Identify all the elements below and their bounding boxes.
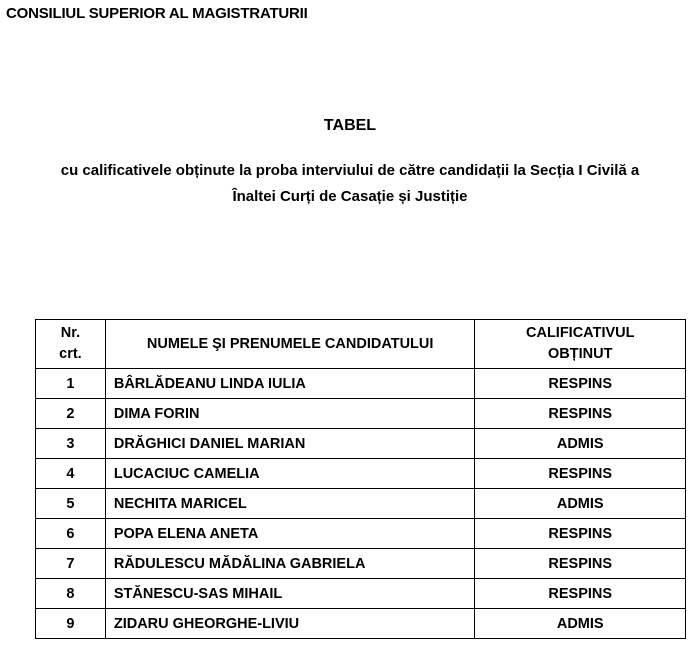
- column-header-nr: [36, 320, 106, 369]
- table-row: [36, 429, 686, 459]
- results-table: [35, 319, 686, 639]
- candidate-name: LUCACIUC CAMELIA: [105, 459, 475, 489]
- candidate-name: POPA ELENA ANETA: [105, 519, 475, 549]
- column-header-nr-line-1: Nr.: [60, 325, 81, 341]
- row-number: 1: [36, 369, 106, 399]
- row-number: 6: [36, 519, 106, 549]
- table-row: [36, 489, 686, 519]
- subtitle-line-2: Înaltei Curți de Casație și Justiție: [232, 188, 468, 205]
- candidate-name: DIMA FORIN: [105, 399, 475, 429]
- document-subtitle: [0, 158, 700, 210]
- candidate-name: DRĂGHICI DANIEL MARIAN: [105, 429, 475, 459]
- candidate-result: RESPINS: [475, 519, 686, 549]
- row-number: 8: [36, 579, 106, 609]
- document-title: TABEL: [323, 117, 377, 134]
- candidate-name: RĂDULESCU MĂDĂLINA GABRIELA: [105, 549, 475, 579]
- table-header-row: [36, 320, 686, 369]
- row-number: 5: [36, 489, 106, 519]
- table-row: [36, 609, 686, 639]
- table-row: [36, 579, 686, 609]
- table-body: [36, 369, 686, 639]
- table-row: [36, 369, 686, 399]
- table-row: [36, 399, 686, 429]
- row-number: 2: [36, 399, 106, 429]
- table-header: [36, 320, 686, 369]
- candidate-name: ZIDARU GHEORGHE-LIVIU: [105, 609, 475, 639]
- candidate-result: ADMIS: [475, 429, 686, 459]
- table-row: [36, 519, 686, 549]
- candidate-name: NECHITA MARICEL: [105, 489, 475, 519]
- candidate-name: STĂNESCU-SAS MIHAIL: [105, 579, 475, 609]
- column-header-name: NUMELE ŞI PRENUMELE CANDIDATULUI: [105, 320, 475, 369]
- subtitle-line-1: cu calificativele obținute la proba interviului de către candidații la Secția I Civilă a: [60, 162, 640, 179]
- candidate-result: RESPINS: [475, 579, 686, 609]
- candidate-result: RESPINS: [475, 399, 686, 429]
- column-header-qualification: [475, 320, 686, 369]
- row-number: 3: [36, 429, 106, 459]
- column-header-qualification-line-2: OBȚINUT: [548, 346, 613, 362]
- candidate-result: RESPINS: [475, 459, 686, 489]
- candidate-name: BÂRLĂDEANU LINDA IULIA: [105, 369, 475, 399]
- row-number: 9: [36, 609, 106, 639]
- candidate-result: RESPINS: [475, 369, 686, 399]
- table-row: [36, 459, 686, 489]
- column-header-qualification-line-1: CALIFICATIVUL: [526, 325, 635, 341]
- candidate-result: RESPINS: [475, 549, 686, 579]
- row-number: 7: [36, 549, 106, 579]
- table-row: [36, 549, 686, 579]
- candidate-result: ADMIS: [475, 489, 686, 519]
- column-header-nr-line-2: crt.: [59, 346, 82, 362]
- candidate-result: ADMIS: [475, 609, 686, 639]
- row-number: 4: [36, 459, 106, 489]
- organization-name: CONSILIUL SUPERIOR AL MAGISTRATURII: [6, 5, 308, 22]
